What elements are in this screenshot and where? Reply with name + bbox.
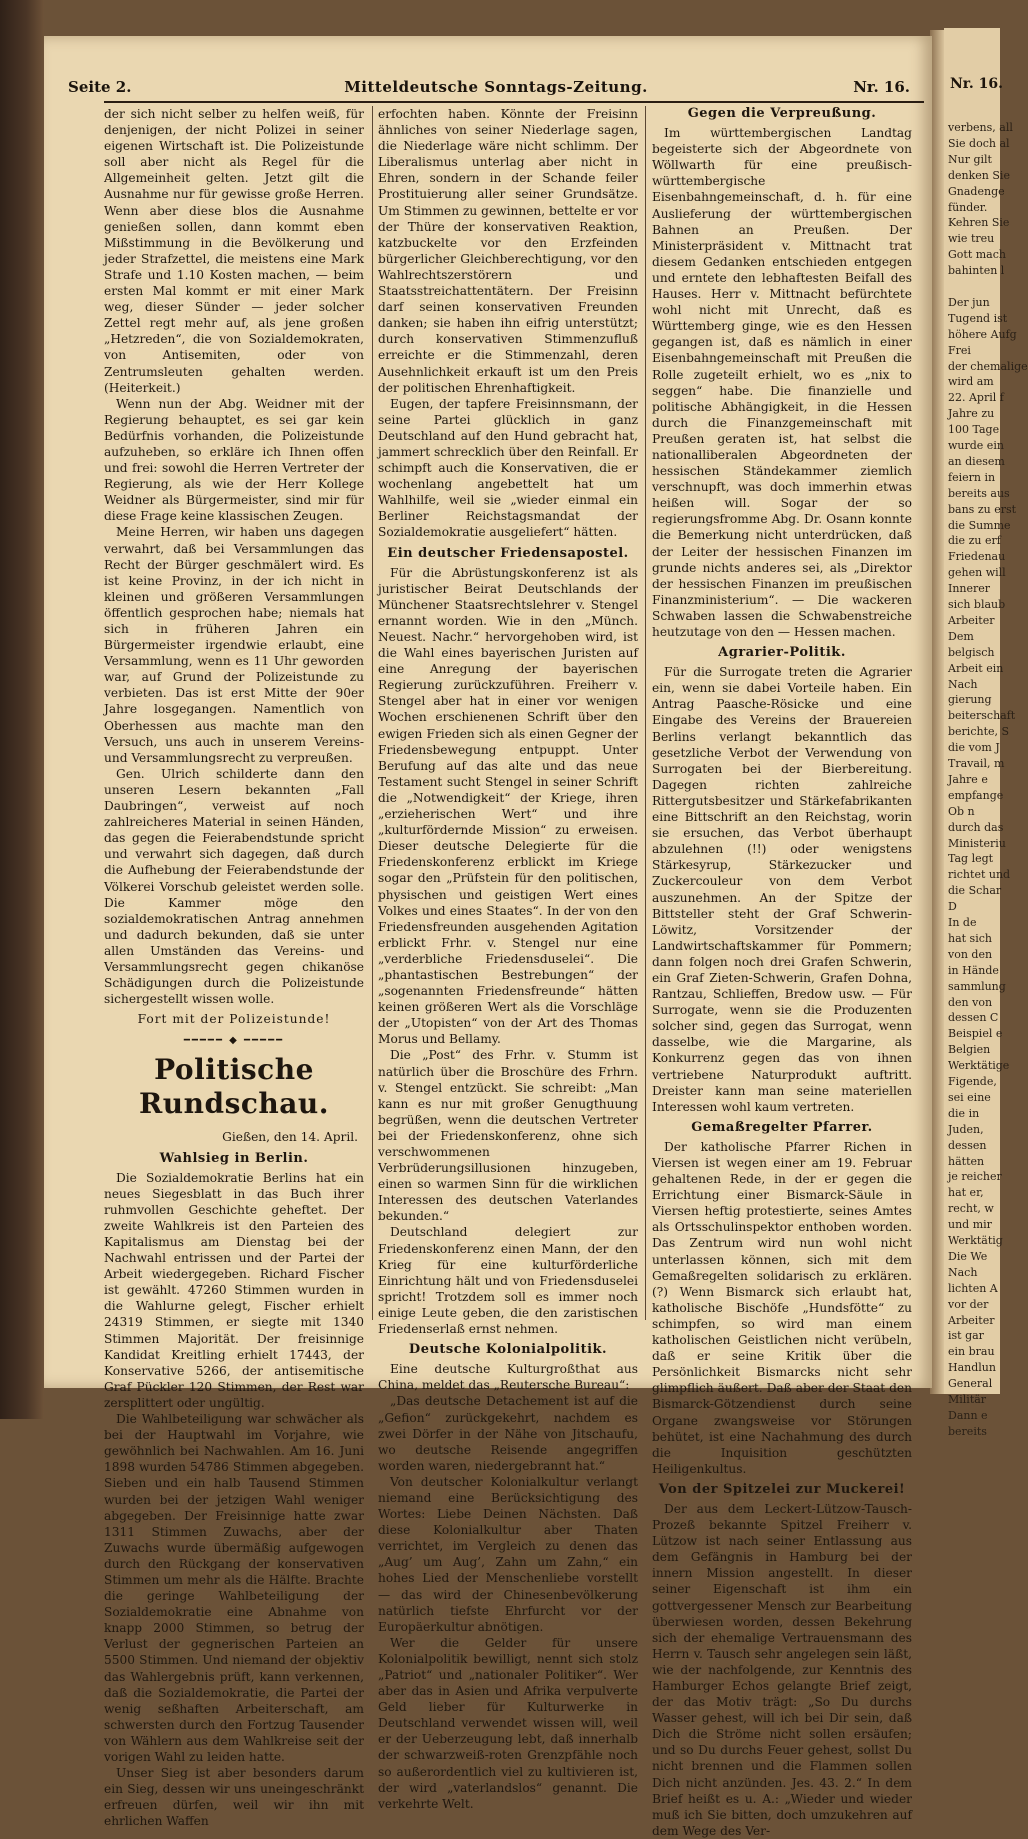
page-gutter	[930, 30, 944, 1394]
adjacent-page-line: Jahre e	[948, 772, 988, 786]
article-heading: Von der Spitzelei zur Muckerei!	[658, 1481, 906, 1497]
article-paragraph: Die Sozialdemokratie Berlins hat ein neues Siegesblatt in das Buch ihrer ruhmvollen Geschichte geheftet. Der zweite Wahlkreis ist den Parteien des Kapitalismus am Dienstag bei der Nachwahl entrissen und der Partei der Arbeit wiedergegeben. Richard Fischer ist gewählt. 47260 Stimmen wurden in die Wahlurne gelegt, Fischer erhielt 24319 Stimmen, er siegte mit 1340 Stimmen Majorität. Der freisinnige Kandidat Kreitling erhielt 17443, der Konservative 5266, der antisemitische Graf Pückler 120 Stimmen, der Rest war zersplittert oder ungültig.	[104, 1170, 364, 1410]
adjacent-page-line: dessen	[948, 1138, 987, 1152]
adjacent-page-line: Ob n	[948, 804, 975, 818]
article-paragraph: Unser Sieg ist aber besonders darum ein Sieg, dessen wir uns uneingeschränkt erfreuen dürfen, weil wir ihn mit ehrlichen Waffen	[104, 1766, 364, 1829]
adjacent-page-line: sich blaub	[948, 598, 1006, 611]
column-1	[104, 106, 364, 1829]
adjacent-page-line: Nach	[948, 677, 978, 691]
article-paragraph: Die Wahlbeteiligung war schwächer als bei der Hauptwahl im Vorjahre, wie gewöhnlich bei Nachwahlen. Am 16. Juni 1898 wurden 54786 Stimmen abgegeben. Sieben und ein halb Tausend Stimmen wurden bei der jetzigen Wahl weniger abgegeben. Der Freisinnige hatte zwar 1311 Stimmen Zuwachs, aber der Zuwachs wurde übermäßig aufgewogen durch den Rückgang der konservativen Stimmen um mehr als die Hälfte. Brachte die geringe Wahlbeteiligung der Sozialdemokratie eine Abnahme von knapp 2000 Stimmen, so betrug der Verlust der gegnerischen Parteien an 5500 Stimmen. Und niemand der objektiv das Wahlergebnis prüft, kann verkennen, daß die Sozialdemokratie, die Partei der wenig seßhaften Arbeiterschaft, am schwersten durch den Fortzug Tausender von Wählern aus dem Wahlkreise seit der vorigen Wahl zu leiden hatte.	[104, 1412, 364, 1764]
article-paragraph: Gen. Ulrich schilderte dann den unseren Lesern bekannten „Fall Daubringen“, verweist auf noch zahlreicheres Material in seinen Händen, das gegen die Feierabendstunde spricht und verwahrt sich dagegen, daß durch die Aufhebung der Feierabendstunde der Völkerei Vorschub geleistet werden solle. Die Kammer möge den sozialdemokratischen Antrag annehmen und dadurch bekunden, daß sie unter allen Umständen das Vereins- und Versammlungsrecht gegen chikanöse Schädigungen durch die Polizeistunde sichergestellt wissen wolle.	[104, 766, 364, 1007]
adjacent-page-line: bereits aus	[948, 486, 1010, 500]
column-2	[378, 106, 638, 1811]
adjacent-page-line: die vom J	[948, 741, 1000, 755]
article-paragraph: Eine deutsche Kulturgroßthat aus China, meldet das „Reutersche Bureau“:	[378, 1362, 638, 1393]
adjacent-page-line: Arbeiter	[948, 1313, 995, 1327]
adjacent-page-line: Jahre zu	[948, 407, 995, 421]
adjacent-page-line: lichten A	[948, 1281, 998, 1295]
adjacent-page-line: denken Sie	[948, 168, 1010, 182]
adjacent-page-line: wie treu	[948, 232, 995, 246]
article-paragraph: Deutschland delegiert zur Friedenskonferenz einen Mann, der den Krieg für eine kulturförderliche Einrichtung hält und von Friedensduselei spricht! Trotzdem soll es immer noch einige Leute geben, die den zaristischen Friedenserlaß ernst nehmen.	[378, 1225, 638, 1337]
adjacent-page-line: der chemalige	[948, 359, 1028, 373]
article-heading: Wahlsieg in Berlin.	[159, 1150, 309, 1166]
adjacent-page-line: Dann e	[948, 1408, 988, 1422]
adjacent-page-line: sei eine	[948, 1090, 991, 1104]
article-paragraph: Meine Herren, wir haben uns dagegen verwahrt, daß bei Versammlungen das Recht der Bürger geschmälert wird. Es ist keine Provinz, in der ich nicht in kleinen und größeren Versammlungen öffentlich gesprochen habe; niemals hat sich in früheren Jahren ein Bürgermeister irgendwie erlaubt, eine Versammlung, wenn es 11 Uhr geworden war, auf Grund der Polizeistunde zu verbieten. Das ist erst Mitte der 90er Jahre losgegangen. Namentlich von Oberhessen aus machte man den Versuch, uns auch in unserem Vereins- und Versammlungsrecht zu verpreußen.	[104, 525, 364, 765]
adjacent-page-line: ein brau	[948, 1345, 995, 1359]
article-paragraph: Der aus dem Leckert-Lützow-Tausch-Prozeß bekannte Spitzel Freiherr v. Lützow ist nach seiner Entlassung aus dem Gefängnis in Hamburg bei der innern Mission angestellt. In dieser seiner Eigenschaft ist ihm ein gottvergessener Mensch zur Bearbeitung überwiesen worden, dessen Bekehrung sich der ehemalige Vertrauensmann des Herrn v. Tausch sehr angelegen sein läßt, wie der nachfolgende, zur Kenntnis des Hamburger Echos gelangte Brief zeigt, der das Motiv trägt: „So Du durchs Wasser gehest, will ich bei Dir sein, daß Dich die Ströme nicht sollen ersäufen; und so Du durchs Feuer gehest, sollst Du nicht brennen und die Flammen sollen Dich nicht anzünden. Jes. 43. 2.“ In dem Brief heißt es u. A.: „Wieder und wieder muß ich Sie bitten, doch umzukehren auf dem Wege des Ver-	[652, 1501, 912, 1838]
adjacent-page-line: Gnadenge	[948, 184, 1005, 198]
article-paragraph: der sich nicht selber zu helfen weiß, für denjenigen, der nicht Polizei in seiner eigenen Wirtschaft ist. Die Polizeistunde soll aber nicht als Regel für die Allgemeinheit gelten. Jetzt gilt die Ausnahme nur für gewisse große Herren. Wenn aber diese blos die Ausnahme genießen sollen, dann kommt eben Mißstimmung in die Bevölkerung und jeder Strafzettel, die meistens eine Mark Strafe und 1.10 Kosten machen, — beim ersten Mal kommt er mit einer Mark weg, dieser Sünder — jeder solcher Zettel regt mehr auf, als jene großen „Hetzreden“, die von Sozialdemokraten, von Antisemiten, oder von Zentrumsleuten gehalten werden. (Heiterkeit.)	[104, 107, 364, 395]
adjacent-page-line: vor der	[948, 1297, 989, 1311]
adjacent-page-line: 22. April f	[948, 391, 1004, 405]
adjacent-page-line: durch das	[948, 820, 1004, 834]
adjacent-page-line: Kehren Sie	[948, 216, 1010, 230]
adjacent-page-line: verbens, all	[948, 121, 1013, 134]
article-paragraph: Von deutscher Kolonialkultur verlangt niemand eine Berücksichtigung des Wortes: Liebe Deinen Nächsten. Daß diese Kolonialkultur aber Thaten verrichtet, im Vergleich zu denen das „Aug’ um Aug’, Zahn um Zahn,“ ein hohes Lied der Menschenliebe vorstellt — das wird der Chinesenbevölkerung natürlich tiefste Ehrfurcht vor der Europäerkultur abnötigen.	[378, 1474, 638, 1634]
adjacent-page-line: wird am	[948, 375, 994, 389]
adjacent-page-line: Die We	[948, 1249, 988, 1263]
article-heading: Gemaßregelter Pfarrer.	[691, 1119, 873, 1135]
adjacent-page-line: dessen C	[948, 1011, 999, 1025]
adjacent-page-line: Ministeriu	[948, 836, 1006, 850]
adjacent-page-line: General	[948, 1377, 993, 1391]
adjacent-page-line: gierung	[948, 693, 992, 707]
adjacent-page-line: hätten	[948, 1154, 985, 1168]
adjacent-page-line: Arbeit ein	[948, 661, 1004, 675]
adjacent-page-line: Travail, m	[948, 757, 1005, 770]
header-rule	[104, 101, 924, 103]
adjacent-page-line: richtet und	[948, 868, 1011, 882]
book-binding-edge	[0, 0, 44, 1419]
section-title: Politische Rundschau.	[139, 1053, 329, 1121]
adjacent-page-header: Nr. 16.	[950, 76, 1003, 92]
article-heading: Ein deutscher Friedensapostel.	[387, 545, 629, 561]
adjacent-page-line: von den	[948, 947, 993, 961]
adjacent-page-line: Nach	[948, 1265, 978, 1279]
adjacent-page-line: beiterschaft	[948, 709, 1016, 723]
adjacent-page-line: berichte, S	[948, 725, 1010, 739]
adjacent-page-line: Friedenau	[948, 550, 1006, 564]
adjacent-page-line: höhere Aufg	[948, 327, 1017, 341]
page-number: Seite 2.	[68, 78, 132, 96]
adjacent-page-line: empfange	[948, 788, 1004, 802]
adjacent-page-line: fünder.	[948, 200, 988, 214]
adjacent-page-line: Handlun	[948, 1361, 996, 1375]
article-paragraph: Der katholische Pfarrer Richen in Viersen ist wegen einer am 19. Februar gehaltenen Rede, in der er gegen die Errichtung einer Bismarck-Säule in Viersen heftig protestierte, seines Amtes als Ortsschulinspektor enthoben worden. Das Zentrum wird nun wohl nicht unterlassen können, sich mit dem Gemaßregelten solidarisch zu erklären. (?) Wenn Bismarck sich erlaubt hat, katholische Bischöfe „Hundsfötte“ zu schimpfen, so wird man einem katholischen Geistlichen nicht verübeln, daß er seine Kritik über die Persönlichkeit Bismarcks nicht sehr glimpflich äußert. Daß aber der Staat den Bismarck-Götzendienst durch seine Organe zwangsweise vor Störungen behütet, ist eine Nachahmung des durch die Inquisition geschützten Heiligenkultus.	[652, 1139, 912, 1476]
column-rule	[645, 106, 646, 1320]
page-header	[68, 74, 924, 100]
adjacent-page-line: Figende,	[948, 1075, 997, 1088]
adjacent-page-line: hat er,	[948, 1186, 984, 1200]
adjacent-page-line: Tag legt	[948, 852, 994, 866]
article-paragraph: erfochten haben. Könnte der Freisinn ähnliches von seiner Niederlage sagen, die Niederlage wäre nicht schlimm. Der Liberalismus unterlag aber nicht in Ehren, sondern in der Schande feiler Prostituierung aller seiner Grundsätze. Um Stimmen zu gewinnen, bettelte er vor der Thüre der konservativen Reaktion, katzbuckelte vor den Erzfeinden bürgerlicher Gleichberechtigung, vor den Wahlrechtszerstörern und Staatsstreichattentätern. Der Freisinn darf seinen konservativen Freunden danken; sie haben ihn eifrig unterstützt; durch konservativen Stimmenzufluß erreichte er die Stimmenzahl, deren Ausehnlichkeit erkauft ist um den Preis der politischen Ehrenhaftigkeit.	[378, 107, 638, 395]
adjacent-page-line: D	[948, 900, 957, 914]
adjacent-page-line: Arbeiter	[948, 613, 995, 627]
adjacent-page-line: Gott mach	[948, 248, 1006, 262]
adjacent-page-line: Innerer	[948, 582, 991, 596]
article-heading: Gegen die Verpreußung.	[687, 106, 877, 121]
adjacent-page-line: Belgien	[948, 1043, 991, 1057]
adjacent-page-line: ist gar	[948, 1329, 984, 1343]
adjacent-page-line: Dem	[948, 629, 974, 643]
adjacent-page-line: bereits	[948, 1424, 987, 1438]
adjacent-page-line: In de	[948, 916, 977, 929]
adjacent-page-line: sammlung	[948, 979, 1006, 993]
adjacent-page-line: hat sich	[948, 931, 992, 945]
issue-number: Nr. 16.	[853, 78, 910, 96]
column-rule	[372, 106, 373, 1320]
adjacent-page-line: bans zu erst	[948, 502, 1017, 516]
adjacent-page-line: Militär	[948, 1393, 987, 1406]
dateline: Gießen, den 14. April.	[222, 1130, 358, 1145]
article-paragraph: Für die Abrüstungskonferenz ist als juristischer Beirat Deutschlands der Münchener Staatsrechtslehrer v. Stengel ernannt worden. Wie in den „Münch. Neuest. Nachr.“ hervorgehoben wird, ist die Wahl eines bayerischen Juristen auf eine Anregung der bayerischen Regierung zurückzuführen. Freiherr v. Stengel aber hat in einer vor wenigen Wochen erschienenen Schrift über den ewigen Frieden sich als einen Gegner der Friedensbewegung entpuppt. Unter Berufung auf das alte und das neue Testament sucht Stengel in seiner Schrift die „Notwendigkeit“ der Kriege, ihren „erzieherischen Wert“ und ihre „kulturfördernde Mission“ zu erweisen. Dieser deutsche Delegierte für die Friedenskonferenz erblickt im Kriege sogar den „Prüfstein für den politischen, physischen und geistigen Wert eines Volkes und eines Staates“. In der von den Friedensfreunden ausgehenden Agitation erblickt Frhr. v. Stengel nur eine „verderbliche Friedensduselei“. Die „phantastischen Bestrebungen“ der „sogenannten Friedensfreunde“ hätten keinen größeren Wert als die Vorschläge der „Utopisten“ von der Art des Thomas Morus und Bellamy.	[378, 565, 638, 1047]
adjacent-page-line: die zu erf	[948, 534, 1001, 548]
adjacent-page-line: und mir	[948, 1218, 992, 1232]
adjacent-page-line: feiern in	[948, 470, 996, 484]
adjacent-page-line: die in	[948, 1106, 980, 1120]
adjacent-page-line: die Summe	[948, 518, 1011, 532]
article-paragraph: Im württembergischen Landtag begeisterte sich der Abgeordnete von Wöllwarth für eine preußisch-württembergische Eisenbahngemeinschaft, d. h. für eine Auslieferung der württembergischen Bahnen an Preußen. Der Ministerpräsident v. Mittnacht trat diesem Gedanken entschieden entgegen und erntete den lebhaftesten Beifall des Hauses. Herr v. Mittnacht befürchtete wohl nicht mit Unrecht, daß es Württemberg ginge, wie es den Hessen gegangen ist, daß es nämlich in einer Eisenbahngemeinschaft mit Preußen die Rolle zugeteilt erhielt, wo es „nix to seggen“ habe. Die finanzielle und politische Abhängigkeit, in die Hessen durch die Finanzgemeinschaft mit Preußen geraten ist, hat selbst die nationalliberalen Abgeordneten der hessischen Ständekammer ziemlich verschnupft, was doch immerhin etwas heißen will. Sogar der so regierungsfromme Abg. Dr. Osann konnte die Bemerkung nicht unterdrücken, daß der Leiter der hessischen Finanzen im grunde nichts anderes sei, als „Direktor der hessischen Finanzen im preußischen Finanzministerium“. — Die wackeren Schwaben lassen die Schwabenstreiche heutzutage von den — Hessen machen.	[652, 126, 912, 639]
adjacent-page-line: Der jun	[948, 295, 990, 309]
article-heading: Deutsche Kolonialpolitik.	[408, 1342, 608, 1358]
adjacent-page-line: wurde ein	[948, 439, 1004, 452]
adjacent-page-line: recht, w	[948, 1202, 994, 1216]
adjacent-page-line: 100 Tage	[948, 423, 1000, 437]
closing-slogan: Fort mit der Polizeistunde!	[137, 1012, 331, 1027]
adjacent-page-line: den von	[948, 995, 993, 1009]
column-3	[652, 106, 912, 1838]
adjacent-page-line: Werktätige	[948, 1059, 1010, 1073]
adjacent-page-line: in Hände	[948, 963, 999, 977]
adjacent-page-line: Beispiel e	[948, 1027, 1003, 1041]
adjacent-page-line: die Schar	[948, 884, 1002, 898]
article-heading: Agrarier-Politik.	[718, 645, 846, 661]
adjacent-page-line: belgisch	[948, 645, 995, 659]
adjacent-page-line: Nur gilt	[948, 152, 992, 166]
article-paragraph: Eugen, der tapfere Freisinnsmann, der seine Partei glücklich in ganz Deutschland auf den Hund gebracht hat, jammert schrecklich über den Reinfall. Er schimpft auch die Konservativen, die er wochenlang angebettelt hat um Wahlhilfe, weil sie „wieder einmal ein Berliner Reichstagsmandat der Sozialdemokratie ausgeliefert“ hätten.	[378, 396, 638, 540]
adjacent-page-edge	[944, 28, 1028, 1438]
adjacent-page-line: gehen will	[948, 566, 1006, 580]
adjacent-page-line: bahinten l	[948, 264, 1005, 278]
article-paragraph: Für die Surrogate treten die Agrarier ein, wenn sie dabei Vorteile haben. Ein Antrag Paasche-Rösicke und eine Eingabe des Vereins der Brauereien Berlins verlangt bekanntlich das gesetzliche Verbot der Verwendung von Surrogaten bei der Bierbereitung. Dagegen richten zahlreiche Rittergutsbesitzer und Stärkefabrikanten eine Bittschrift an den Reichstag, worin sie ersuchen, das Verbot überhaupt abzulehnen (!!) oder wenigstens Stärkesyrup, Stärkezucker und Zuckercouleur von dem Verbot auszunehmen. An der Spitze der Bittsteller steht der Graf Schwerin-Löwitz, Vorsitzender der Landwirtschaftskammer für Pommern; dann folgen noch drei Grafen Schwerin, ein Graf Zieten-Schwerin, Grafen Dohna, Rantzau, Schlieffen, Bredow usw. — Für Surrogate, wenn sie die Produzenten solcher sind, gegen das Surrogat, wenn dasselbe, wie die Margarine, als Konkurrenz gegen das von ihnen vertriebene Naturprodukt auftritt. Dreister kann man seine materiellen Interessen wohl kaum vertreten.	[652, 665, 912, 1114]
article-paragraph: „Das deutsche Detachement ist auf die „Gefion“ zurückgekehrt, nachdem es zwei Dörfer in der Nähe von Jitschaufu, wo deutsche Reisende angegriffen worden waren, niedergebrannt hat.“	[378, 1394, 638, 1473]
adjacent-page-line: Juden,	[948, 1122, 984, 1136]
ornamental-divider: ━━━━━ ◆ ━━━━━	[183, 1035, 285, 1047]
adjacent-page-line: Tugend ist	[948, 311, 1008, 325]
article-paragraph: Die „Post“ des Frhr. v. Stumm ist natürlich über die Broschüre des Frhrn. v. Stengel entzückt. Sie schreibt: „Man kann es nur mit großer Genugthuung begrüßen, wenn die deutschen Vertreter bei der Friedenskonferenz, ohne sich verschwommenen Verbrüderungsillusionen hinzugeben, einen so warmen Sinn für die wirklichen Interessen des deutschen Vaterlandes bekunden.“	[378, 1048, 638, 1224]
newspaper-title: Mitteldeutsche Sonntags-Zeitung.	[344, 78, 648, 96]
article-paragraph: Wenn nun der Abg. Weidner mit der Regierung behauptet, es sei gar kein Bedürfnis vorhanden, die Polizeistunde aufzuheben, so erkläre ich Ihnen offen und frei: sowohl die Herren Vertreter der Regierung, als wie der Herr Kollege Weidner als Bürgermeister, sind mir für diese Frage keine klassischen Zeugen.	[104, 396, 364, 524]
adjacent-page-line: Werktätig	[948, 1234, 1003, 1247]
article-paragraph: Wer die Gelder für unsere Kolonialpolitik bewilligt, nennt sich stolz „Patriot“ und „nationaler Politiker“. Wer aber das in Asien und Afrika verpulverte Geld lieber für Kulturwerke in Deutschland verwendet wissen will, weil er der Ueberzeugung lebt, daß innerhalb der schwarzweiß-roten Grenzpfähle noch so außerordentlich viel zu kultivieren ist, der wird „vaterlandslos“ genannt. Die verkehrte Welt.	[378, 1635, 638, 1811]
adjacent-page-line: je reicher	[948, 1170, 1002, 1184]
adjacent-page-line: Frei	[948, 343, 971, 357]
adjacent-page-line: Sie doch al	[948, 136, 1010, 150]
adjacent-page-line: an diesem	[948, 454, 1005, 468]
